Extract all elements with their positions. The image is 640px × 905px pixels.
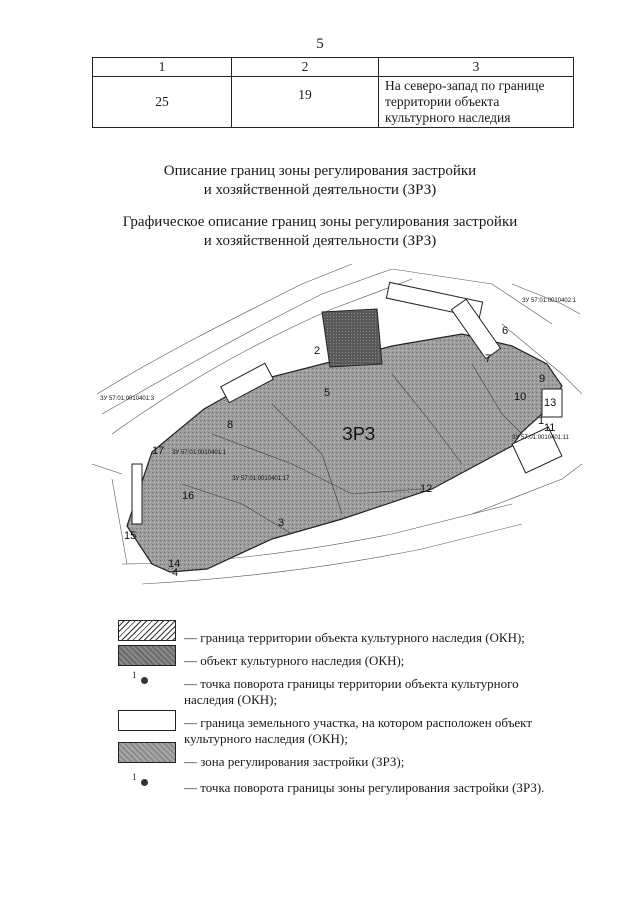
heading-line: Описание границ зоны регулирования застройки bbox=[163, 163, 477, 179]
point-number: 8 bbox=[227, 419, 234, 431]
point-number: 13 bbox=[544, 397, 557, 409]
okn-boundary-swatch bbox=[118, 620, 176, 641]
zrz-point-marker bbox=[132, 772, 148, 786]
point-number: 5 bbox=[324, 387, 331, 399]
legend-text: — граница земельного участка, на котором расположен объект культурного наследия (ОКН); bbox=[184, 715, 533, 746]
zone-label: ЗРЗ bbox=[342, 424, 376, 444]
point-label: 1 bbox=[132, 772, 137, 782]
zone-map bbox=[92, 264, 582, 596]
heading-line: Графическое описание границ зоны регулирования застройки bbox=[122, 214, 518, 230]
point-number: 7 bbox=[485, 353, 492, 365]
table-header-row bbox=[93, 58, 574, 77]
legend-text: — точка поворота границы зоны регулирования застройки (ЗРЗ). bbox=[184, 780, 545, 795]
parcel-boundary-swatch bbox=[118, 710, 176, 731]
heading-line: и хозяйственной деятельности (ЗРЗ) bbox=[203, 182, 437, 198]
table-row bbox=[93, 77, 574, 128]
parcel-label: ЗУ 57:01:0010402:1 bbox=[522, 298, 577, 304]
point-number: 3 bbox=[278, 517, 285, 529]
table-cell: На северо-запад по границе территории объекта культурного наследия bbox=[379, 77, 574, 128]
point-number: 17 bbox=[152, 445, 165, 457]
point-number: 15 bbox=[124, 530, 137, 542]
heading-line: и хозяйственной деятельности (ЗРЗ) bbox=[203, 233, 437, 249]
point-number: 12 bbox=[420, 483, 433, 495]
point-number: 14 bbox=[168, 558, 181, 570]
point-number: 1 bbox=[538, 415, 545, 427]
table-header-cell: 1 bbox=[93, 58, 232, 77]
point-label: 1 bbox=[132, 670, 137, 680]
heading-description bbox=[0, 162, 640, 200]
okn-point-marker bbox=[132, 670, 148, 684]
parcel-label: ЗУ 57:01:0010401:17 bbox=[232, 476, 290, 482]
parcel-label: ЗУ 57:01:0010401:1 bbox=[172, 450, 227, 456]
point-dot-icon bbox=[141, 677, 148, 684]
table-cell: 25 bbox=[93, 77, 232, 128]
parcel-label: ЗУ 57:01:0010401:11 bbox=[512, 435, 569, 441]
legend-text: — граница территории объекта культурного наследия (ОКН); bbox=[184, 630, 525, 645]
parcel-label: ЗУ 57:01:0010401:3 bbox=[100, 396, 155, 402]
point-number: 9 bbox=[539, 373, 546, 385]
point-number: 11 bbox=[544, 422, 556, 434]
point-number: 16 bbox=[182, 490, 195, 502]
point-number: 10 bbox=[514, 391, 527, 403]
table-header-cell: 2 bbox=[232, 58, 379, 77]
page-number: 5 bbox=[316, 36, 324, 52]
point-number: 2 bbox=[314, 345, 321, 357]
point-number: 6 bbox=[502, 325, 509, 337]
point-number: 4 bbox=[172, 567, 179, 579]
legend-text: — зона регулирования застройки (ЗРЗ); bbox=[184, 754, 405, 769]
legend-text: — объект культурного наследия (ОКН); bbox=[184, 653, 405, 668]
table-header-cell: 3 bbox=[379, 58, 574, 77]
zrz-zone-swatch bbox=[118, 742, 176, 763]
okn-object-swatch bbox=[118, 645, 176, 666]
okn-territory bbox=[322, 309, 382, 367]
table-cell: 19 bbox=[232, 77, 379, 128]
point-dot-icon bbox=[141, 779, 148, 786]
legend-text: — точка поворота границы территории объекта культурного наследия (ОКН); bbox=[184, 676, 519, 707]
boundary-table bbox=[92, 57, 574, 128]
heading-graphic-description bbox=[0, 213, 640, 251]
